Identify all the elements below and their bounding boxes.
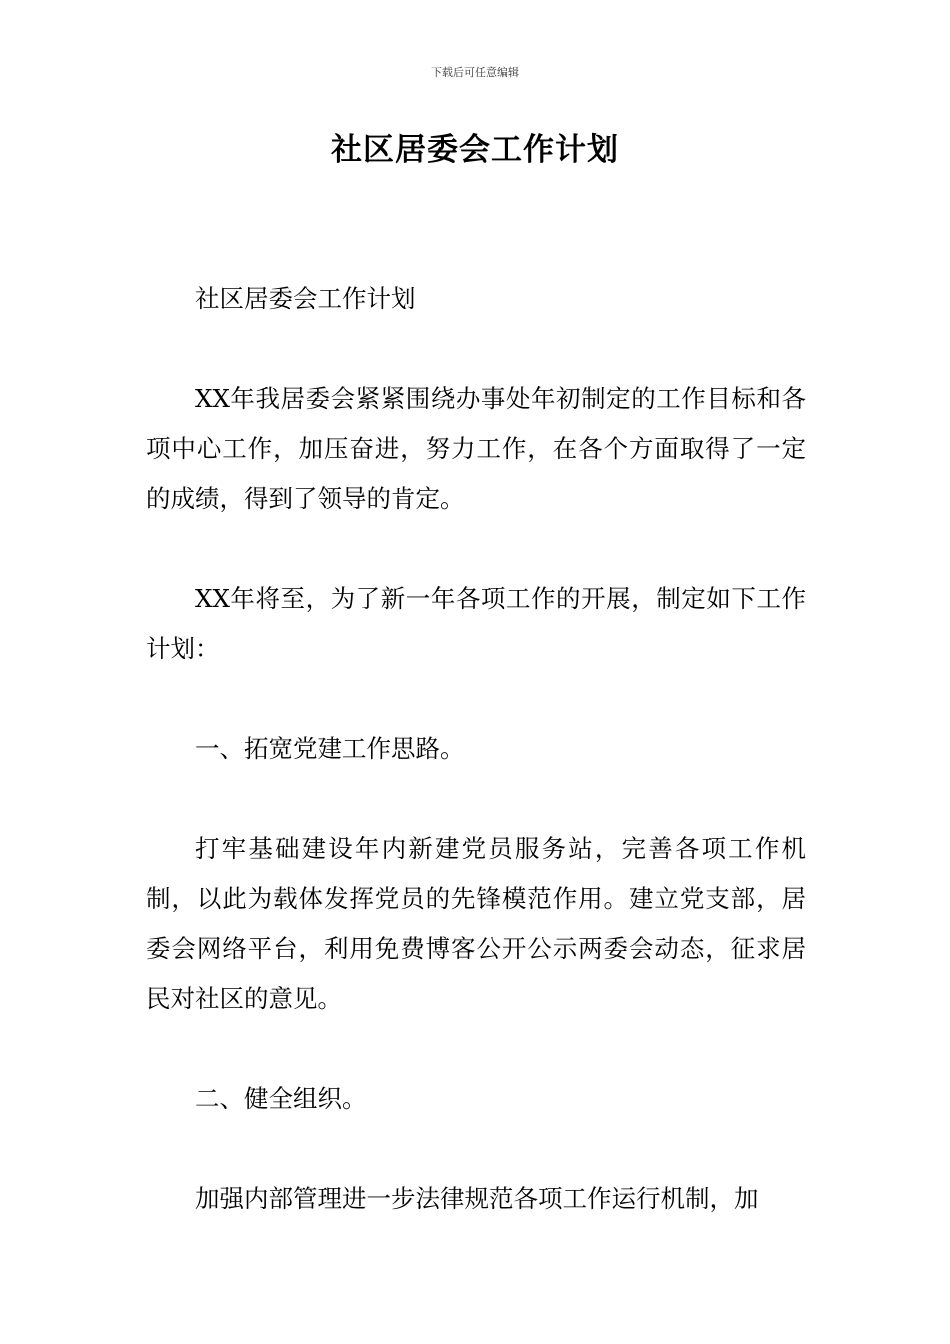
- section-heading-2: 二、健全组织。: [195, 1084, 367, 1113]
- document-body: [146, 274, 806, 1224]
- paragraph-plan-lead: XX年将至，为了新一年各项工作的开展，制定如下工作计划：: [146, 584, 806, 663]
- paragraph-section-1: 打牢基础建设年内新建党员服务站，完善各项工作机制，以此为载体发挥党员的先锋模范作用。建立党支部，居委会网络平台，利用免费博客公开公示两委会动态，征求居民对社区的意见。: [146, 834, 806, 1013]
- section-heading-1: 一、拓宽党建工作思路。: [195, 734, 465, 763]
- header-note: 下载后可任意编辑: [431, 66, 519, 79]
- paragraph-subtitle: 社区居委会工作计划: [195, 284, 416, 313]
- document-title: 社区居委会工作计划: [331, 132, 619, 168]
- paragraph-section-2: 加强内部管理进一步法律规范各项工作运行机制，加: [195, 1184, 759, 1213]
- paragraph-intro: XX年我居委会紧紧围绕办事处年初制定的工作目标和各项中心工作，加压奋进，努力工作，在各个方面取得了一定的成绩，得到了领导的肯定。: [146, 384, 806, 513]
